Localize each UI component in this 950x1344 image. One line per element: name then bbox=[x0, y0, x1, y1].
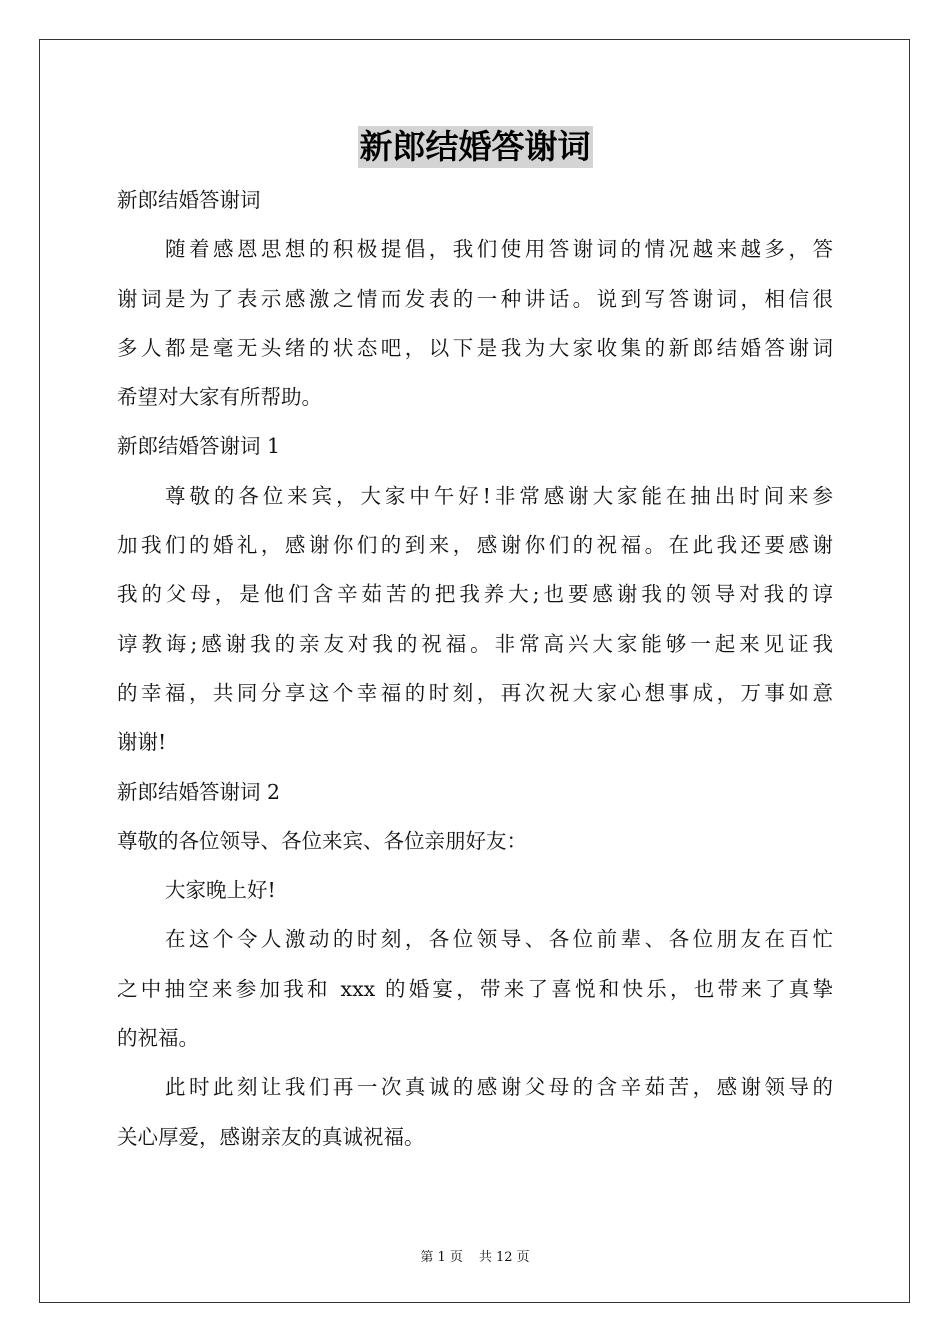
document-body bbox=[117, 176, 833, 1162]
text-line: 希望对大家有所帮助。 bbox=[117, 385, 322, 410]
document-title: 新郎结婚答谢词 bbox=[359, 127, 591, 166]
page-total: 共 12 页 bbox=[478, 1250, 530, 1265]
text-line: 新郎结婚答谢词 1 bbox=[117, 434, 281, 459]
text-line: 大家晚上好! bbox=[165, 878, 276, 903]
text-line: 我的父母，是他们含辛茹苦的把我养大;也要感谢我的领导对我的谆 bbox=[117, 582, 833, 607]
text-line: 的祝福。 bbox=[117, 1026, 199, 1051]
text-line: 谆教诲;感谢我的亲友对我的祝福。非常高兴大家能够一起来见证我 bbox=[117, 631, 833, 656]
text-line: 之中抽空来参加我和 xxx 的婚宴，带来了喜悦和快乐，也带来了真挚 bbox=[117, 976, 833, 1001]
text-line: 尊敬的各位领导、各位来宾、各位亲朋好友： bbox=[117, 828, 527, 853]
text-line: 的幸福，共同分享这个幸福的时刻，再次祝大家心想事成，万事如意 bbox=[117, 680, 833, 705]
text-line: 谢谢! bbox=[117, 730, 167, 755]
text-line: 此时此刻让我们再一次真诚的感谢父母的含辛茹苦，感谢领导的 bbox=[165, 1075, 833, 1100]
text-line: 新郎结婚答谢词 bbox=[117, 188, 261, 212]
text-line: 谢词是为了表示感激之情而发表的一种讲话。说到写答谢词，相信很 bbox=[117, 286, 833, 311]
page-number: 第 1 页 bbox=[420, 1250, 463, 1265]
page-footer bbox=[0, 1246, 950, 1265]
text-line: 尊敬的各位来宾，大家中午好!非常感谢大家能在抽出时间来参 bbox=[165, 483, 833, 508]
text-line: 关心厚爱，感谢亲友的真诚祝福。 bbox=[117, 1124, 425, 1149]
text-line: 在这个令人激动的时刻，各位领导、各位前辈、各位朋友在百忙 bbox=[165, 927, 833, 952]
text-line: 新郎结婚答谢词 2 bbox=[117, 779, 281, 804]
text-line: 多人都是毫无头绪的状态吧，以下是我为大家收集的新郎结婚答谢词 bbox=[117, 335, 833, 360]
text-line: 加我们的婚礼，感谢你们的到来，感谢你们的祝福。在此我还要感谢 bbox=[117, 533, 833, 558]
title-container bbox=[0, 126, 950, 168]
text-line: 随着感恩思想的积极提倡，我们使用答谢词的情况越来越多，答 bbox=[165, 237, 833, 262]
